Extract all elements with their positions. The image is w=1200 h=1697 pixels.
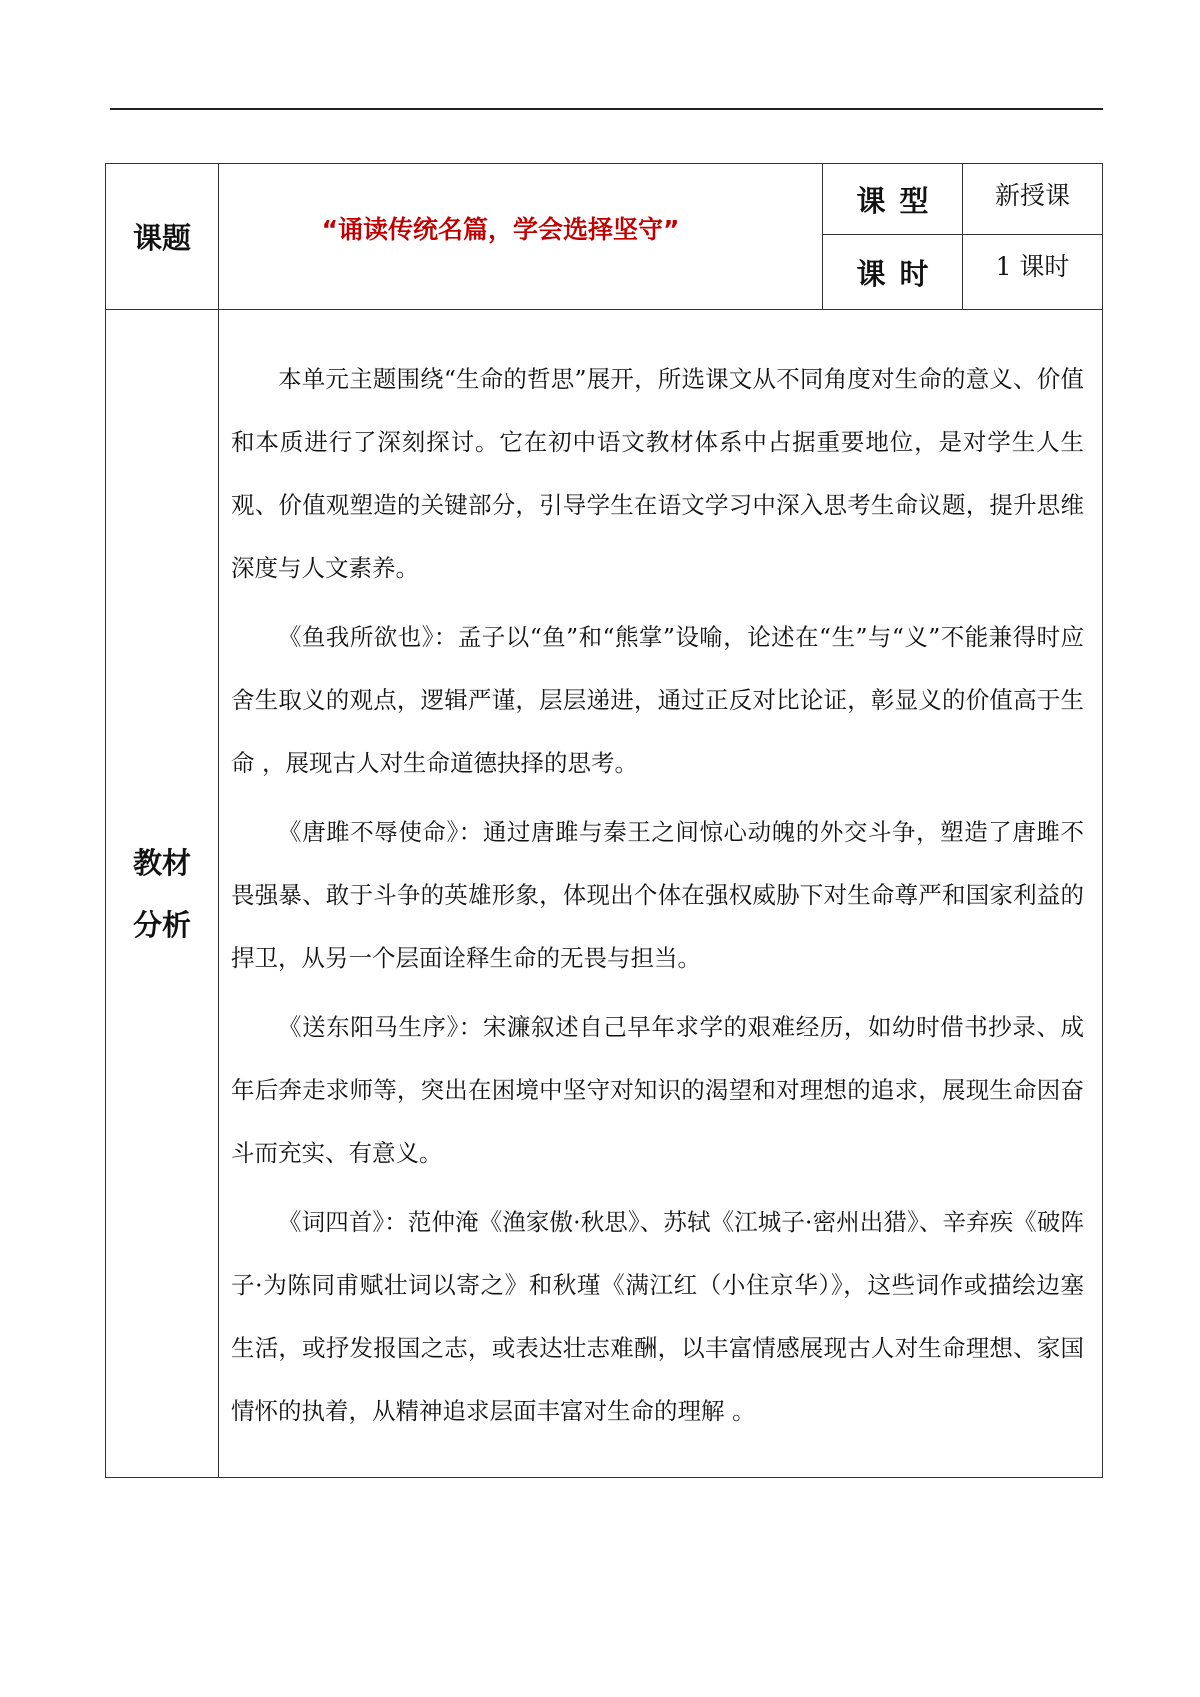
analysis-paragraph-tangju: 《唐雎不辱使命》：通过唐雎与秦王之间惊心动魄的外交斗争，塑造了唐雎不畏强暴、敢于斗争的英雄形象，体现出个体在强权威胁下对生命尊严和国家利益的捍卫，从另一个层面诠释生命的无畏与担当。: [231, 818, 1084, 972]
analysis-label-line2: 分析: [132, 907, 191, 942]
analysis-label-line1: 教材: [132, 845, 191, 880]
analysis-body: [219, 310, 1103, 1478]
analysis-paragraph-cisishou: 《词四首》：范仲淹《渔家傲·秋思》、苏轼《江城子·密州出猎》、辛弃疾《破阵子·为陈同甫赋壮词以寄之》和秋瑾《满江红（小住京华）》，这些词作或描绘边塞生活，或抒发报国之志，或表达壮志难酬，以丰富情感展现古人对生命理想、家国情怀的执着，从精神追求层面丰富对生命的理解 。: [231, 1208, 1084, 1425]
type-label: 课型: [823, 164, 963, 235]
type-value: 新授课: [994, 181, 1070, 210]
type-value-cell: [963, 164, 1103, 235]
hours-label: 课时: [823, 235, 963, 310]
analysis-label: [106, 310, 219, 1478]
header-rule: [110, 108, 1103, 110]
analysis-paragraph-yuwosuoyuye: 《鱼我所欲也》：孟子以“鱼”和“熊掌”设喻，论述在“生”与“义”不能兼得时应舍生取义的观点，逻辑严谨，层层递进，通过正反对比论证，彰显义的价值高于生命 ，展现古人对生命道德抉择的思考。: [231, 623, 1084, 777]
lesson-plan-table: [105, 163, 1103, 1478]
analysis-paragraph-intro: 本单元主题围绕“生命的哲思”展开，所选课文从不同角度对生命的意义、价值和本质进行了深刻探讨。它在初中语文教材体系中占据重要地位，是对学生人生观、价值观塑造的关键部分，引导学生在语文学习中深入思考生命议题，提升思维深度与人文素养。: [231, 365, 1084, 582]
topic-title-cell: [219, 164, 823, 310]
topic-title: “诵读传统名篇，学会选择坚守”: [321, 215, 680, 244]
hours-value: 1 课时: [995, 252, 1070, 281]
hours-value-cell: [963, 235, 1103, 310]
analysis-paragraph-songdongyang: 《送东阳马生序》：宋濂叙述自己早年求学的艰难经历，如幼时借书抄录、成年后奔走求师等，突出在困境中坚守对知识的渴望和对理想的追求，展现生命因奋斗而充实、有意义。: [231, 1013, 1084, 1167]
topic-label: 课题: [106, 164, 219, 310]
